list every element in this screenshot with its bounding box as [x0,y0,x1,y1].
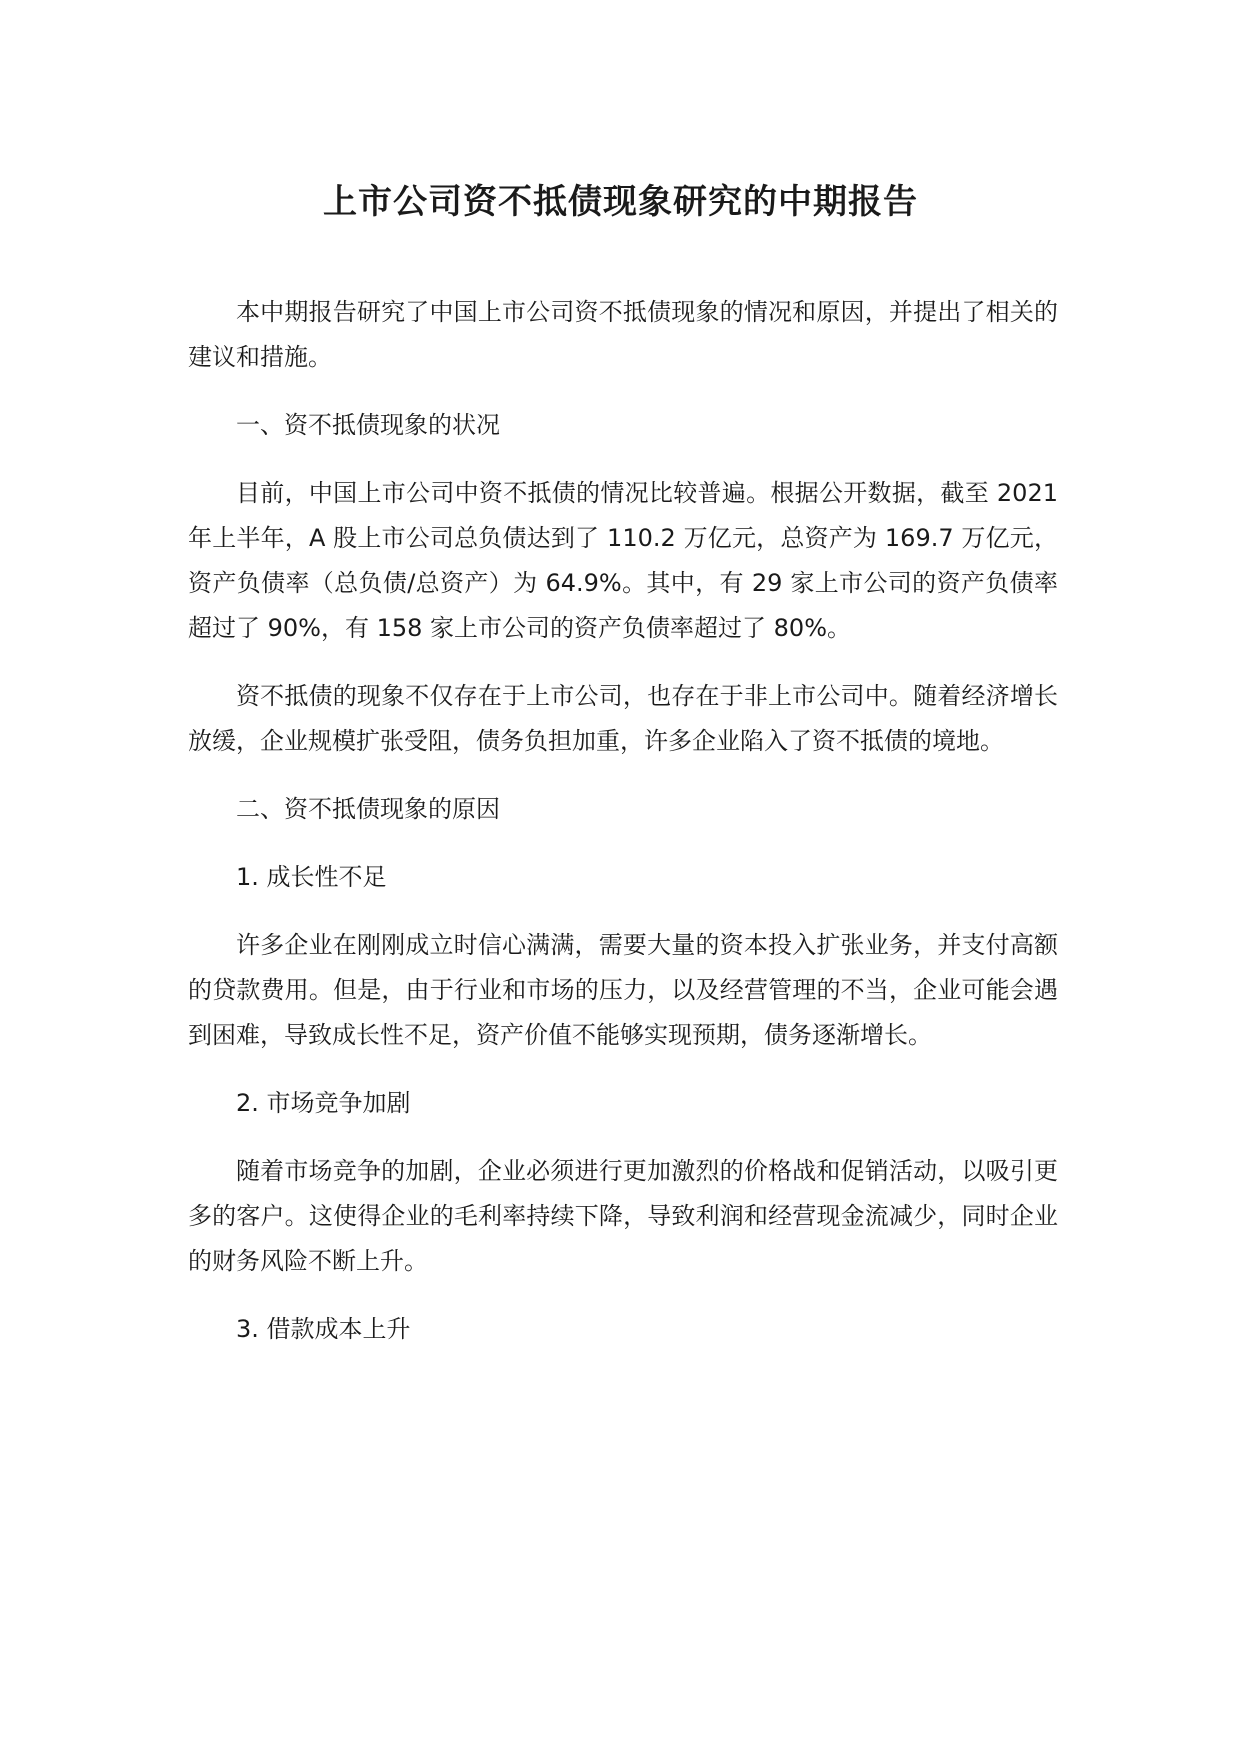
section-heading-causes: 二、资不抵债现象的原因 [236,795,500,823]
subheading-borrowing-cost: 3. 借款成本上升 [236,1315,411,1343]
paragraph-growth: 许多企业在刚刚成立时信心满满，需要大量的资本投入扩张业务，并支付高额的贷款费用。但是，由于行业和市场的压力，以及经营管理的不当，企业可能会遇到困难，导致成长性不足，资产价值不能够实现预期，债务逐渐增长。 [188,931,1058,1049]
paragraph-competition: 随着市场竞争的加剧，企业必须进行更加激烈的价格战和促销活动，以吸引更多的客户。这使得企业的毛利率持续下降，导致利润和经营现金流减少，同时企业的财务风险不断上升。 [188,1157,1058,1275]
subheading-competition: 2. 市场竞争加剧 [236,1089,411,1117]
paragraph-status-nonlisted: 资不抵债的现象不仅存在于上市公司，也存在于非上市公司中。随着经济增长放缓，企业规模扩张受阻，债务负担加重，许多企业陷入了资不抵债的境地。 [188,682,1058,755]
paragraph-intro: 本中期报告研究了中国上市公司资不抵债现象的情况和原因，并提出了相关的建议和措施。 [188,298,1058,371]
section-heading-status: 一、资不抵债现象的状况 [236,411,500,439]
document-body [188,290,1058,1375]
paragraph-status-data: 目前，中国上市公司中资不抵债的情况比较普遍。根据公开数据，截至 2021 年上半年，A 股上市公司总负债达到了 110.2 万亿元，总资产为 169.7 万亿元，资产负债率（总负债/总资产）为 64.9%。其中，有 29 家上市公司的资产负债率超过了 90%，有 158 家上市公司的资产负债率超过了 80%。 [188,479,1058,642]
subheading-growth: 1. 成长性不足 [236,863,387,891]
document-title: 上市公司资不抵债现象研究的中期报告 [323,182,918,222]
